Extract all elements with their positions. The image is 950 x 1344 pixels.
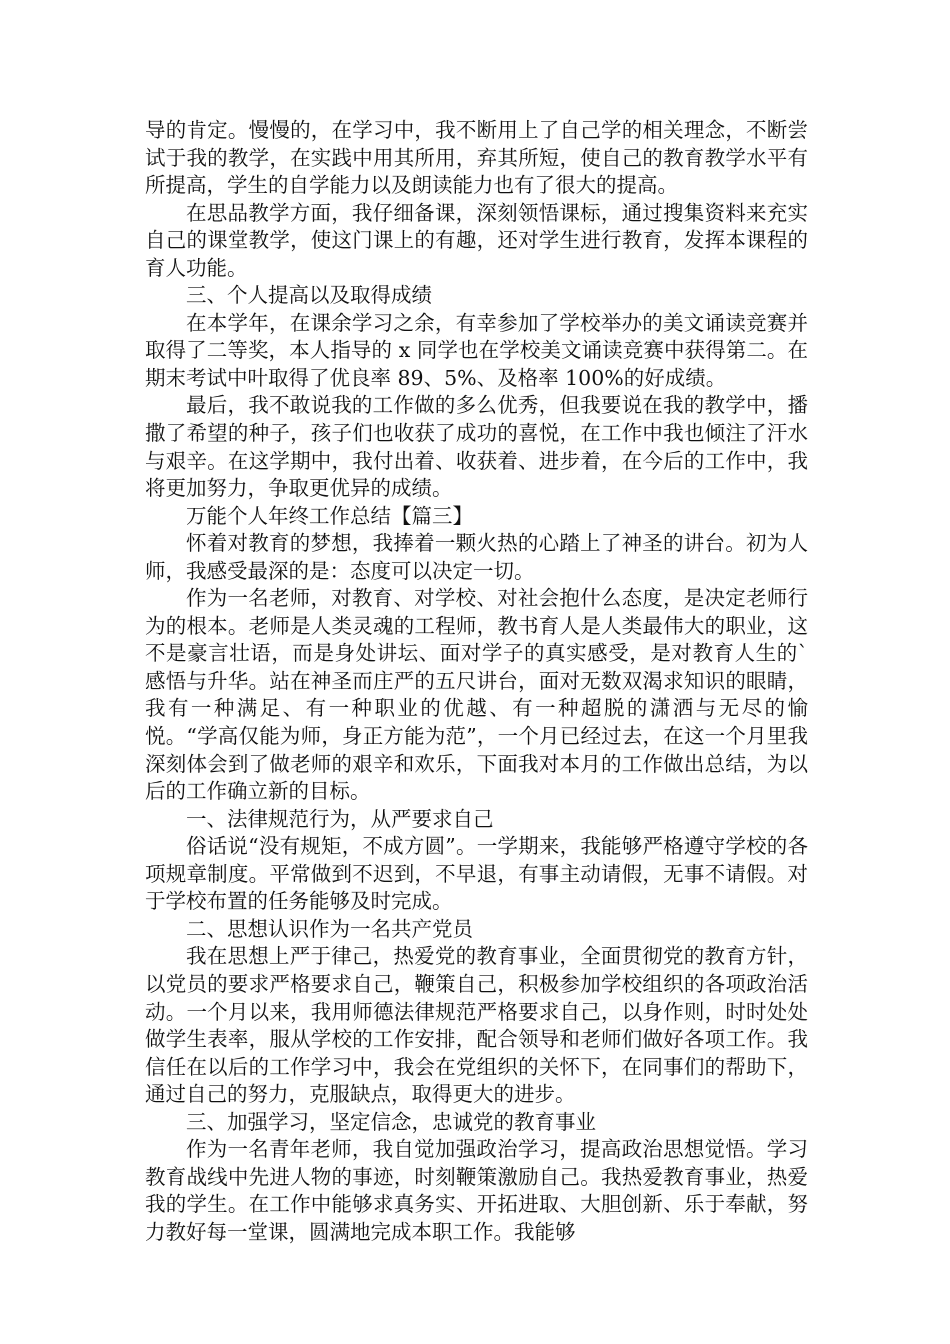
paragraph-7: 怀着对教育的梦想，我捧着一颗火热的心踏上了神圣的讲台。初为人师，我感受最深的是：态度可以决定一切。 bbox=[145, 531, 808, 583]
paragraph-1: 导的肯定。慢慢的，在学习中，我不断用上了自己学的相关理念，不断尝试于我的教学，在实践中用其所用，弃其所短，使自己的教育教学水平有所提高，学生的自学能力以及朗读能力也有了很大的提高。 bbox=[145, 118, 808, 198]
paragraph-12: 我在思想上严于律己，热爱党的教育事业，全面贯彻党的教育方针，以党员的要求严格要求自己，鞭策自己，积极参加学校组织的各项政治活动。一个月以来，我用师德法律规范严格要求自己，以身作则，时时处处做学生表率，服从学校的工作安排，配合领导和老师们做好各项工作。我信任在以后的工作学习中，我会在党组织的关怀下，在同事们的帮助下，通过自己的努力，克服缺点，取得更大的进步。 bbox=[145, 944, 808, 1107]
section-heading-3b: 三、加强学习，坚定信念，忠诚党的教育事业 bbox=[186, 1109, 596, 1134]
document-body bbox=[145, 117, 808, 1246]
section-heading-3: 三、个人提高以及取得成绩 bbox=[186, 283, 432, 308]
section-heading-2: 二、思想认识作为一名共产党员 bbox=[186, 916, 473, 941]
section-title-part-3: 万能个人年终工作总结【篇三】 bbox=[186, 503, 473, 528]
paragraph-8: 作为一名老师，对教育、对学校、对社会抱什么态度，是决定老师行为的根本。老师是人类灵魂的工程师，教书育人是人类最伟大的职业，这不是豪言壮语，而是身处讲坛、面对学子的真实感受，是对教育人生的`感悟与升华。站在神圣而庄严的五尺讲台，面对无数双渴求知识的眼睛，我有一种满足、有一种职业的优越、有一种超脱的潇洒与无尽的愉悦。“学高仅能为师，身正方能为范”，一个月已经过去，在这一个月里我深刻体会到了做老师的艰辛和欢乐，下面我对本月的工作做出总结，为以后的工作确立新的目标。 bbox=[145, 586, 808, 804]
paragraph-2: 在思品教学方面，我仔细备课，深刻领悟课标，通过搜集资料来充实自己的课堂教学，使这门课上的有趣，还对学生进行教育，发挥本课程的育人功能。 bbox=[145, 200, 808, 280]
paragraph-4: 在本学年，在课余学习之余，有幸参加了学校举办的美文诵读竞赛并取得了二等奖，本人指导的 x 同学也在学校美文诵读竞赛中获得第二。在期末考试中叶取得了优良率 89、5%、及格率 100%的好成绩。 bbox=[145, 310, 808, 390]
section-heading-1: 一、法律规范行为，从严要求自己 bbox=[186, 806, 494, 831]
paragraph-14: 作为一名青年老师，我自觉加强政治学习，提高政治思想觉悟。学习教育战线中先进人物的事迹，时刻鞭策激励自己。我热爱教育事业，热爱我的学生。在工作中能够求真务实、开拓进取、大胆创新、乐于奉献，努力教好每一堂课，圆满地完成本职工作。我能够 bbox=[145, 1137, 808, 1244]
paragraph-5: 最后，我不敢说我的工作做的多么优秀，但我要说在我的教学中，播撒了希望的种子，孩子们也收获了成功的喜悦，在工作中我也倾注了汗水与艰辛。在这学期中，我付出着、收获着、进步着，在今后的工作中，我将更加努力，争取更优异的成绩。 bbox=[145, 393, 808, 501]
paragraph-10: 俗话说“没有规矩，不成方圆”。一学期来，我能够严格遵守学校的各项规章制度。平常做到不迟到，不早退，有事主动请假，无事不请假。对于学校布置的任务能够及时完成。 bbox=[145, 834, 808, 914]
